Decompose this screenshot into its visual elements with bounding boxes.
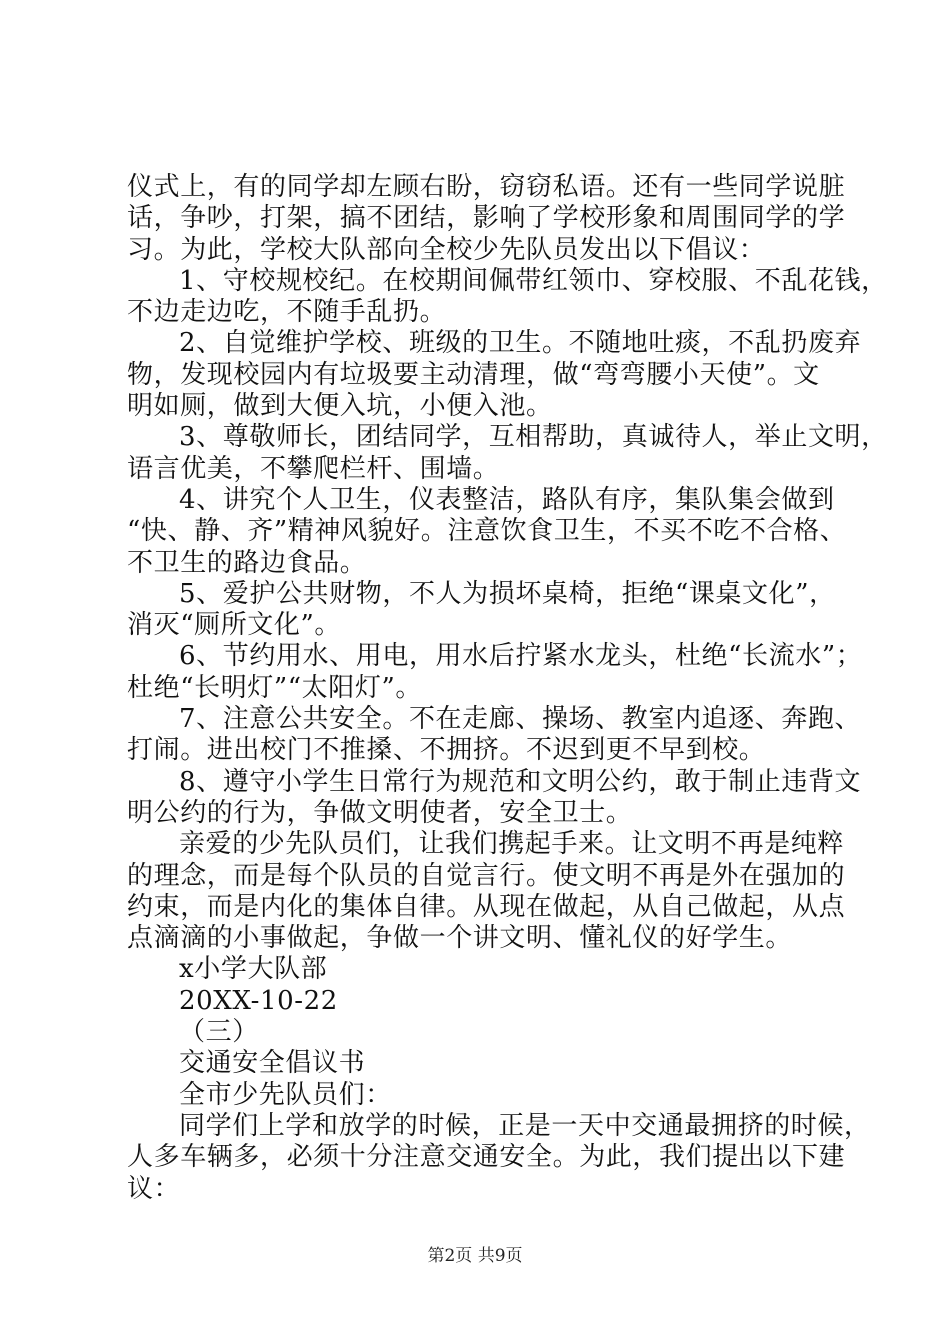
section-number: （三） bbox=[179, 1017, 259, 1048]
text-line: 7、注意公共安全。不在走廊、操场、教室内追逐、奔跑、 bbox=[179, 704, 862, 735]
text-line: 5、爱护公共财物，不人为损坏桌椅，拒绝“课桌文化”， bbox=[179, 578, 836, 609]
text-line: 语言优美，不攀爬栏杆、围墙。 bbox=[127, 453, 500, 484]
text-line: 同学们上学和放学的时候，正是一天中交通最拥挤的时候， bbox=[179, 1110, 871, 1141]
text-line: 的理念，而是每个队员的自觉言行。使文明不再是外在强加的 bbox=[127, 860, 846, 891]
text-line: 6、节约用水、用电，用水后拧紧水龙头，杜绝“长流水”； bbox=[179, 641, 863, 672]
text-line: 不边走边吃，不随手乱扔。 bbox=[127, 297, 447, 328]
text-line: 亲爱的少先队员们，让我们携起手来。让文明不再是纯粹 bbox=[179, 829, 845, 860]
page-footer: 第2页 共9页 bbox=[427, 1246, 523, 1266]
text-line: 不卫生的路边食品。 bbox=[127, 547, 367, 578]
text-line: “快、静、齐”精神风貌好。注意饮食卫生，不买不吃不合格、 bbox=[127, 516, 847, 547]
salutation: 全市少先队员们： bbox=[179, 1079, 392, 1110]
text-line: 8、遵守小学生日常行为规范和文明公约，敢于制止违背文 bbox=[179, 766, 862, 797]
text-line: 打闹。进出校门不推搡、不拥挤。不迟到更不早到校。 bbox=[127, 735, 766, 766]
document-body bbox=[127, 172, 888, 1205]
text-line: 消灭“厕所文化”。 bbox=[127, 610, 341, 641]
text-line: 物，发现校园内有垃圾要主动清理，做“弯弯腰小天使”。文 bbox=[127, 359, 820, 390]
text-line: 话，争吵，打架，搞不团结，影响了学校形象和周围同学的学 bbox=[127, 203, 846, 234]
text-line: 3、尊敬师长，团结同学，互相帮助，真诚待人，举止文明， bbox=[179, 422, 888, 453]
text-line: 约束，而是内化的集体自律。从现在做起，从自己做起，从点 bbox=[127, 891, 846, 922]
text-line: 人多车辆多，必须十分注意交通安全。为此，我们提出以下建 bbox=[127, 1142, 846, 1173]
text-line: 点滴滴的小事做起，争做一个讲文明、懂礼仪的好学生。 bbox=[127, 923, 793, 954]
section-title: 交通安全倡议书 bbox=[179, 1048, 366, 1079]
text-line: 2、自觉维护学校、班级的卫生。不随地吐痰，不乱扔废弃 bbox=[179, 328, 862, 359]
signature-date: 20XX-10-22 bbox=[179, 985, 338, 1016]
text-line: 明公约的行为，争做文明使者，安全卫士。 bbox=[127, 797, 633, 828]
signature-org: x小学大队部 bbox=[179, 954, 328, 985]
text-line: 议： bbox=[127, 1173, 181, 1204]
text-line: 明如厕，做到大便入坑，小便入池。 bbox=[127, 391, 553, 422]
text-line: 4、讲究个人卫生，仪表整洁，路队有序，集队集会做到 bbox=[179, 484, 835, 515]
text-line: 杜绝“长明灯”“太阳灯”。 bbox=[127, 672, 422, 703]
text-line: 习。为此，学校大队部向全校少先队员发出以下倡议： bbox=[127, 234, 766, 265]
text-line: 1、守校规校纪。在校期间佩带红领巾、穿校服、不乱花钱， bbox=[179, 265, 888, 296]
text-line: 仪式上，有的同学却左顾右盼，窃窃私语。还有一些同学说脏 bbox=[127, 172, 846, 202]
